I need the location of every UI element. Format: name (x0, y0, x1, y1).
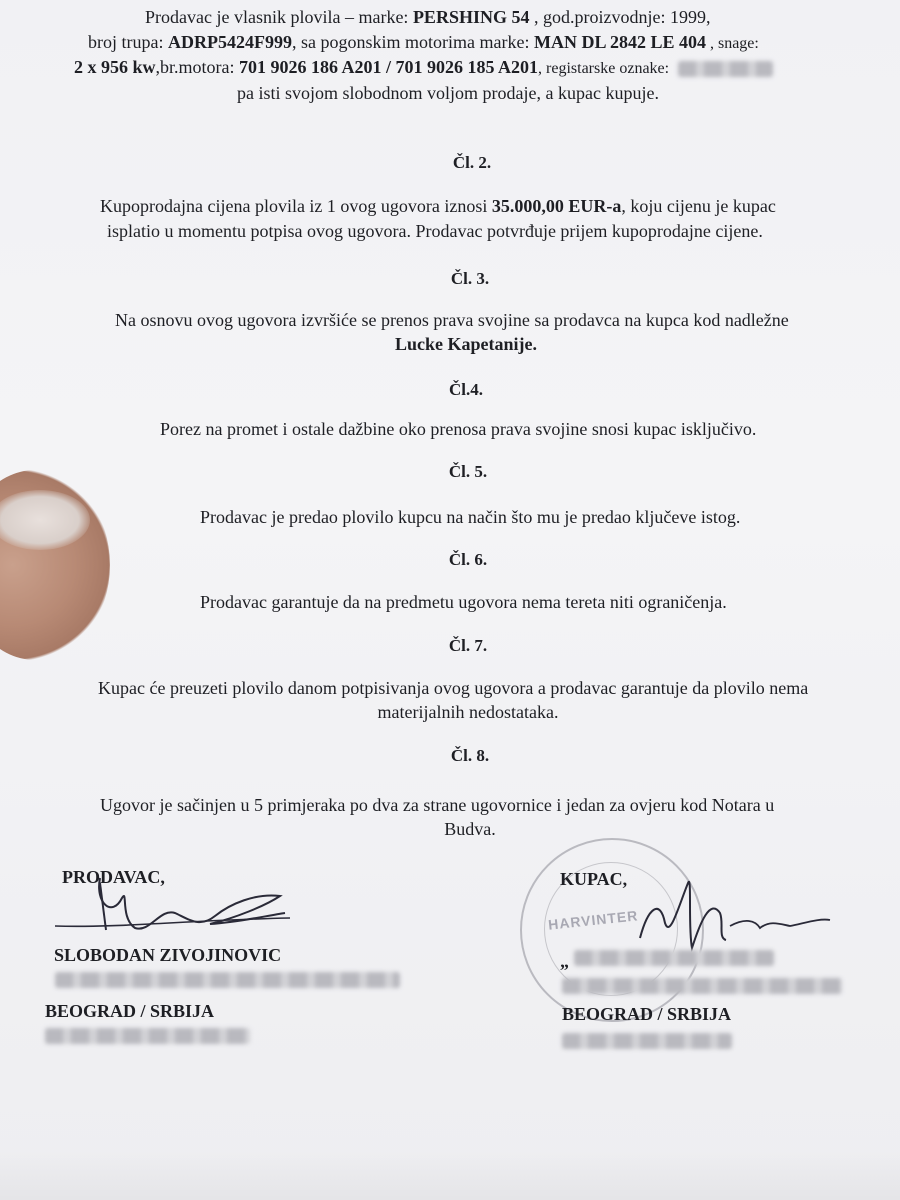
art2-line2: isplatio u momentu potpisa ovog ugovora. Prodavac potvrđuje prijem kupoprodajne cijene. (107, 221, 763, 241)
art7-line1: Kupac će preuzeti plovilo danom potpisivanja ovog ugovora a prodavac garantuje da plovilo nema (98, 678, 809, 698)
art4-heading: Čl.4. (449, 380, 483, 399)
buyer-city: BEOGRAD / SRBIJA (562, 1004, 732, 1024)
art7-line2: materijalnih nedostataka. (377, 702, 559, 722)
art6-heading: Čl. 6. (448, 550, 488, 569)
art5-line1: Prodavac je predao plovilo kupcu na način što mu je predao ključeve istog. (200, 507, 741, 527)
art2-heading: Čl. 2. (452, 153, 492, 172)
art5-heading: Čl. 5. (448, 462, 488, 481)
redacted-buyer-id (562, 1033, 732, 1049)
seller-label: PRODAVAC, (62, 867, 165, 887)
art3-heading: Čl. 3. (450, 269, 490, 288)
redacted-buyer-address (562, 978, 842, 994)
art3-line2: Lucke Kapetanije. (395, 334, 537, 354)
art2-line1: Kupoprodajna cijena plovila iz 1 ovog ugovora iznosi 35.000,00 EUR-a, koju cijenu je kupac (100, 196, 776, 216)
buyer-name-prefix: „ (560, 951, 569, 971)
redacted-seller-id (45, 1028, 250, 1044)
art8-heading: Čl. 8. (450, 746, 490, 765)
page-shadow (0, 1150, 900, 1200)
art8-line2: Budva. (444, 819, 496, 839)
art1-line4: pa isti svojom slobodnom voljom prodaje, a kupac kupuje. (237, 83, 659, 103)
seller-signature (40, 858, 300, 948)
redacted-buyer-name (574, 950, 774, 966)
seller-city: BEOGRAD / SRBIJA (45, 1001, 215, 1021)
seller-name: SLOBODAN ZIVOJINOVIC (54, 945, 282, 965)
art4-line1: Porez na promet i ostale dažbine oko prenosa prava svojine snosi kupac isključivo. (160, 419, 757, 439)
art3-line1: Na osnovu ovog ugovora izvršiće se prenos prava svojine sa prodavca na kupca kod nadležne (115, 310, 789, 330)
art1-line1: Prodavac je vlasnik plovila – marke: PERSHING 54 , god.proizvodnje: 1999, (145, 7, 711, 27)
stamp-text: HARVINTER (547, 907, 640, 933)
art8-line1: Ugovor je sačinjen u 5 primjeraka po dva za strane ugovornice i jedan za ovjeru kod Notara u (100, 795, 775, 815)
buyer-label: KUPAC, (560, 869, 628, 889)
art1-line3: 2 x 956 kw,br.motora: 701 9026 186 A201 / 701 9026 185 A201, registarske oznake: (74, 56, 773, 80)
art1-line2: broj trupa: ADRP5424F999, sa pogonskim motorima marke: MAN DL 2842 LE 404 , snage: (88, 32, 759, 52)
art7-heading: Čl. 7. (448, 636, 488, 655)
redacted-seller-address (55, 972, 400, 988)
art6-line1: Prodavac garantuje da na predmetu ugovora nema tereta niti ograničenja. (200, 592, 727, 612)
redacted-registration (678, 61, 773, 77)
